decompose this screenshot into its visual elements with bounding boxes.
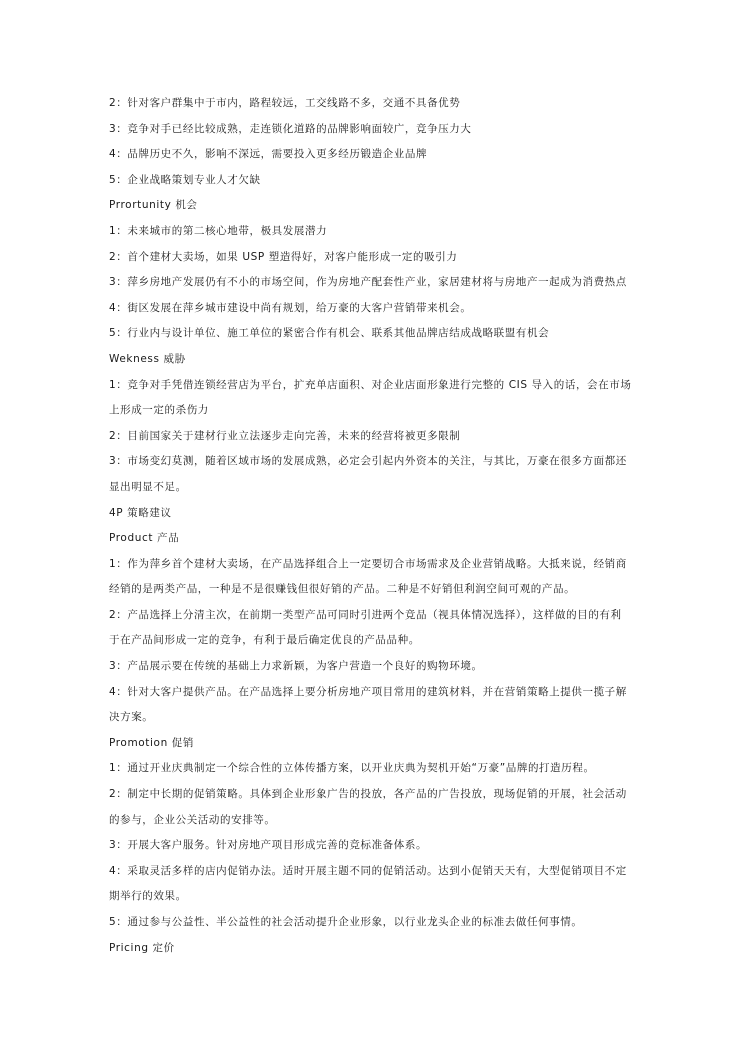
text-line: 的参与，企业公关活动的安排等。	[109, 813, 276, 826]
text-line: 显出明显不足。	[109, 480, 187, 493]
text-line: 2：产品选择上分清主次，在前期一类型产品可同时引进两个竞品（视具体情况选择），这样做的目的有利	[109, 608, 622, 621]
text-line: 1：通过开业庆典制定一个综合性的立体传播方案，以开业庆典为契机开始“万豪”品牌的打造历程。	[109, 762, 595, 775]
text-line: 1：作为萍乡首个建材大卖场，在产品选择组合上一定要切合市场需求及企业营销战略。大抵来说，经销商	[109, 557, 627, 570]
text-line: 决方案。	[109, 711, 154, 724]
section-heading-threat: Wekness 威胁	[109, 352, 186, 365]
text-line: 上形成一定的杀伤力	[109, 404, 209, 417]
text-line: 4：采取灵活多样的店内促销办法。适时开展主题不同的促销活动。达到小促销天天有，大型促销项目不定	[109, 864, 627, 877]
section-heading-product: Product 产品	[109, 532, 180, 545]
text-line: 2：制定中长期的促销策略。具体到企业形象广告的投放，各产品的广告投放，现场促销的开展，社会活动	[109, 788, 627, 801]
text-line: 3：竞争对手已经比较成熟，走连锁化道路的品牌影响面较广，竞争压力大	[109, 122, 472, 135]
text-line: 2：首个建材大卖场，如果 USP 塑造得好，对客户能形成一定的吸引力	[109, 250, 458, 263]
text-line: 1：竞争对手凭借连锁经营店为平台，扩充单店面积、对企业店面形象进行完整的 CIS 导入的话，会在市场	[109, 378, 632, 391]
text-line: 3：开展大客户服务。针对房地产项目形成完善的竞标准备体系。	[109, 839, 428, 852]
text-line: 4：品牌历史不久，影响不深远，需要投入更多经历锻造企业品牌	[109, 148, 428, 161]
text-line: 4：针对大客户提供产品。在产品选择上要分析房地产项目常用的建筑材料，并在营销策略上提供一揽子解	[109, 685, 627, 698]
text-line: 5：行业内与设计单位、施工单位的紧密合作有机会、联系其他品牌店结成战略联盟有机会	[109, 327, 550, 340]
text-line: 3：市场变幻莫测，随着区域市场的发展成熟，必定会引起内外资本的关注，与其比，万豪在很多方面都还	[109, 455, 627, 468]
text-line: 3：萍乡房地产发展仍有不小的市场空间，作为房地产配套性产业，家居建材将与房地产一起成为消费热点	[109, 276, 627, 289]
text-line: 5：企业战略策划专业人才欠缺	[109, 173, 261, 186]
text-line: 1：未来城市的第二核心地带，极具发展潜力	[109, 224, 328, 237]
text-line: 2：目前国家关于建材行业立法逐步走向完善，未来的经营将被更多限制	[109, 429, 461, 442]
section-heading-promotion: Promotion 促销	[109, 736, 194, 749]
document-body	[109, 91, 649, 961]
text-line: 2：针对客户群集中于市内，路程较远，工交线路不多，交通不具备优势	[109, 97, 461, 109]
text-line: 期举行的效果。	[109, 890, 187, 903]
section-heading-pricing: Pricing 定价	[109, 941, 175, 954]
text-line: 于在产品间形成一定的竞争，有利于最后确定优良的产品品种。	[109, 634, 420, 647]
section-heading-opportunity: Prrortunity 机会	[109, 199, 198, 212]
text-line: 经销的是两类产品，一种是不是很赚钱但很好销的产品。二种是不好销但利润空间可观的产品。	[109, 583, 576, 596]
section-heading-4p: 4P 策略建议	[109, 506, 172, 519]
text-line: 5：通过参与公益性、半公益性的社会活动提升企业形象，以行业龙头企业的标准去做任何事情。	[109, 916, 583, 928]
text-line: 3：产品展示要在传统的基础上力求新颖，为客户营造一个良好的购物环境。	[109, 660, 483, 673]
text-line: 4：街区发展在萍乡城市建设中尚有规划，给万豪的大客户营销带来机会。	[109, 301, 472, 314]
